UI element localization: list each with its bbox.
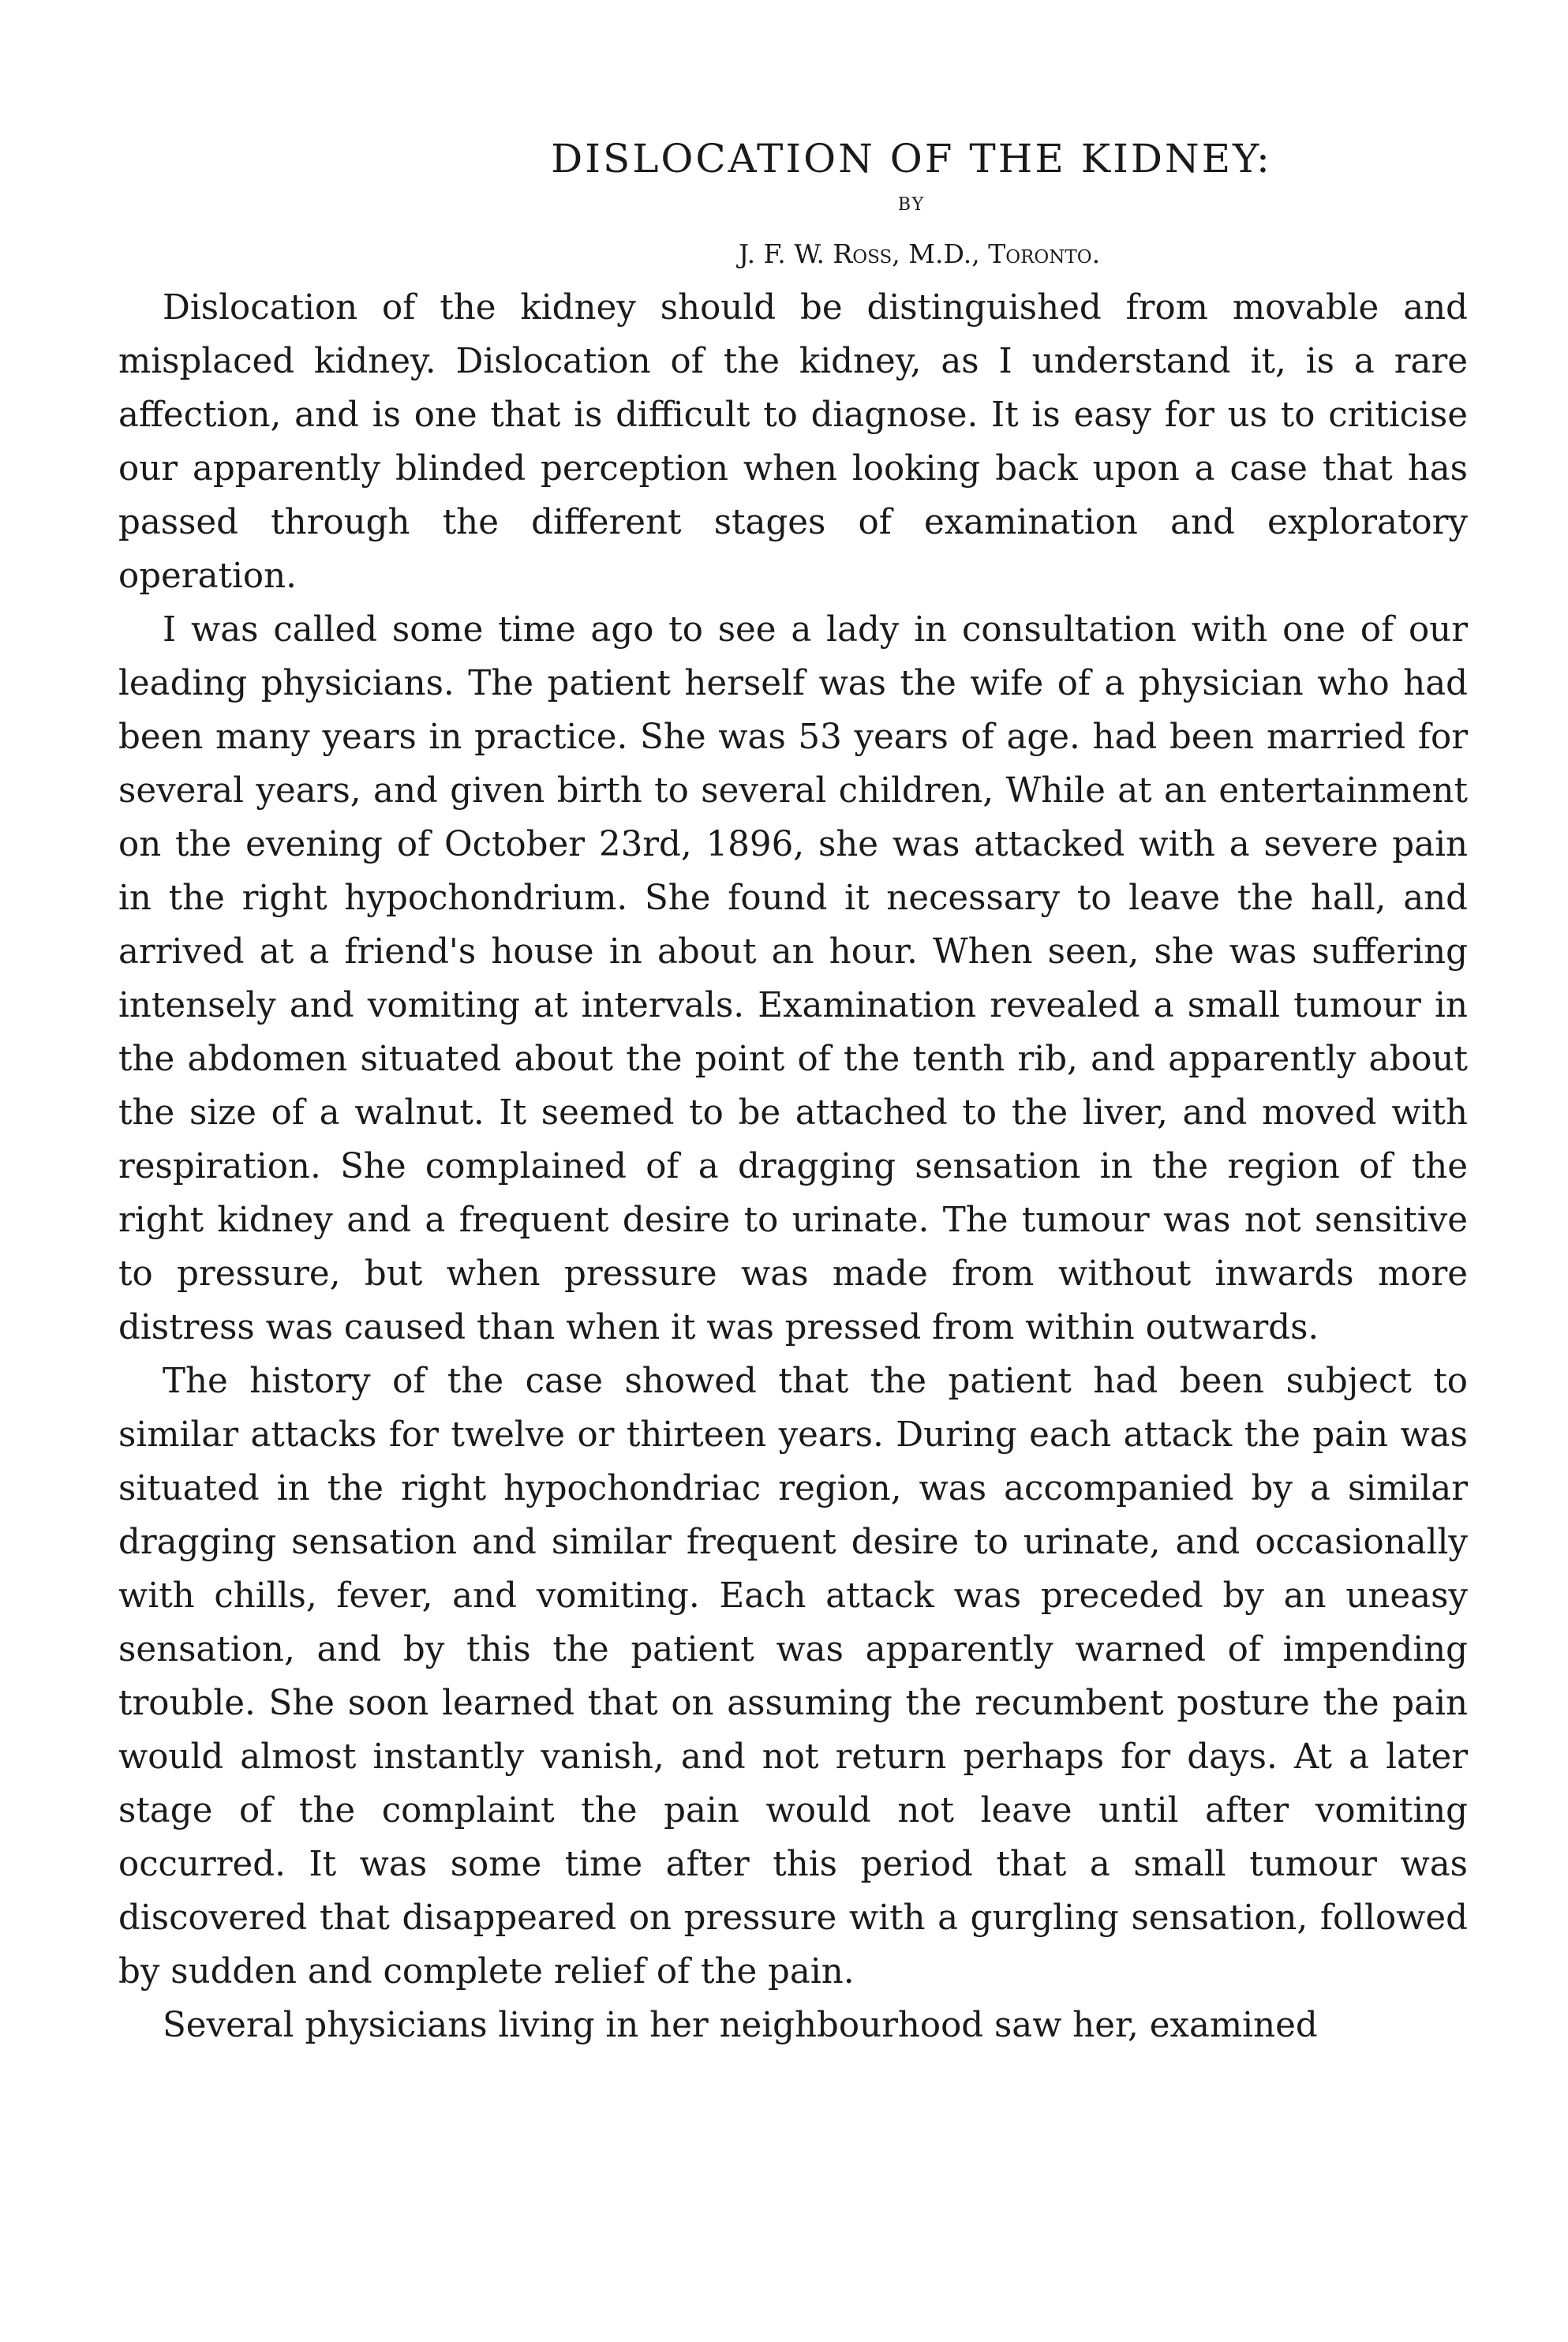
paragraph-2: I was called some time ago to see a lady in consultation with one of our leading physicians. The patient herself was the wife of a physician who had been many years in practice. She was 53 years of age. had been married for several years, and given birth to several children, While at an entertainment on the evening of October 23rd, 1896, she was attacked with a severe pain in the right hypochondrium. She found it necessary to leave the hall, and arrived at a friend's house in about an hour. When seen, she was suffering intensely and vomiting at intervals. Examination revealed a small tumour in the abdomen situated about the point of the tenth rib, and apparently about the size of a walnut. It seemed to be attached to the liver, and moved with respiration. She complained of a dragging sensation in the region of the right kidney and a frequent desire to urinate. The tumour was not sensitive to pressure, but when pressure was made from without inwards more distress was caused than when it was pressed from within outwards. — [118, 610, 1468, 1347]
paragraph-4: Several physicians living in her neighbourhood saw her, examined — [163, 2006, 1318, 2045]
article-title: DISLOCATION OF THE KIDNEY: — [551, 136, 1272, 182]
paragraph-3: The history of the case showed that the patient had been subject to similar attacks for twelve or thirteen years. During each attack the pain was situated in the right hypochondriac region, was accompanied by a similar dragging sensation and similar frequent desire to urinate, and occasionally with chills, fever, and vomiting. Each attack was preceded by an uneasy sensation, and by this the patient was apparently warned of impending trouble. She soon learned that on assuming the recumbent posture the pain would almost instantly vanish, and not return perhaps for days. At a later stage of the complaint the pain would not leave until after vomiting occurred. It was some time after this period that a small tumour was discovered that disappeared on pressure with a gurgling sensation, followed by sudden and complete relief of the pain. — [118, 1362, 1468, 1992]
author-line: J. F. W. Ross, M.D., Toronto. — [738, 238, 1101, 269]
article-body — [118, 281, 1468, 2052]
byline: BY — [897, 195, 926, 215]
page — [118, 134, 1468, 2052]
paragraph-1: Dislocation of the kidney should be distinguished from movable and misplaced kidney. Dislocation of the kidney, as I understand it, is a rare affection, and is one that is difficult to diagnose. It is easy for us to criticise our apparently blinded perception when looking back upon a case that has passed through the different stages of examination and exploratory operation. — [118, 288, 1468, 596]
